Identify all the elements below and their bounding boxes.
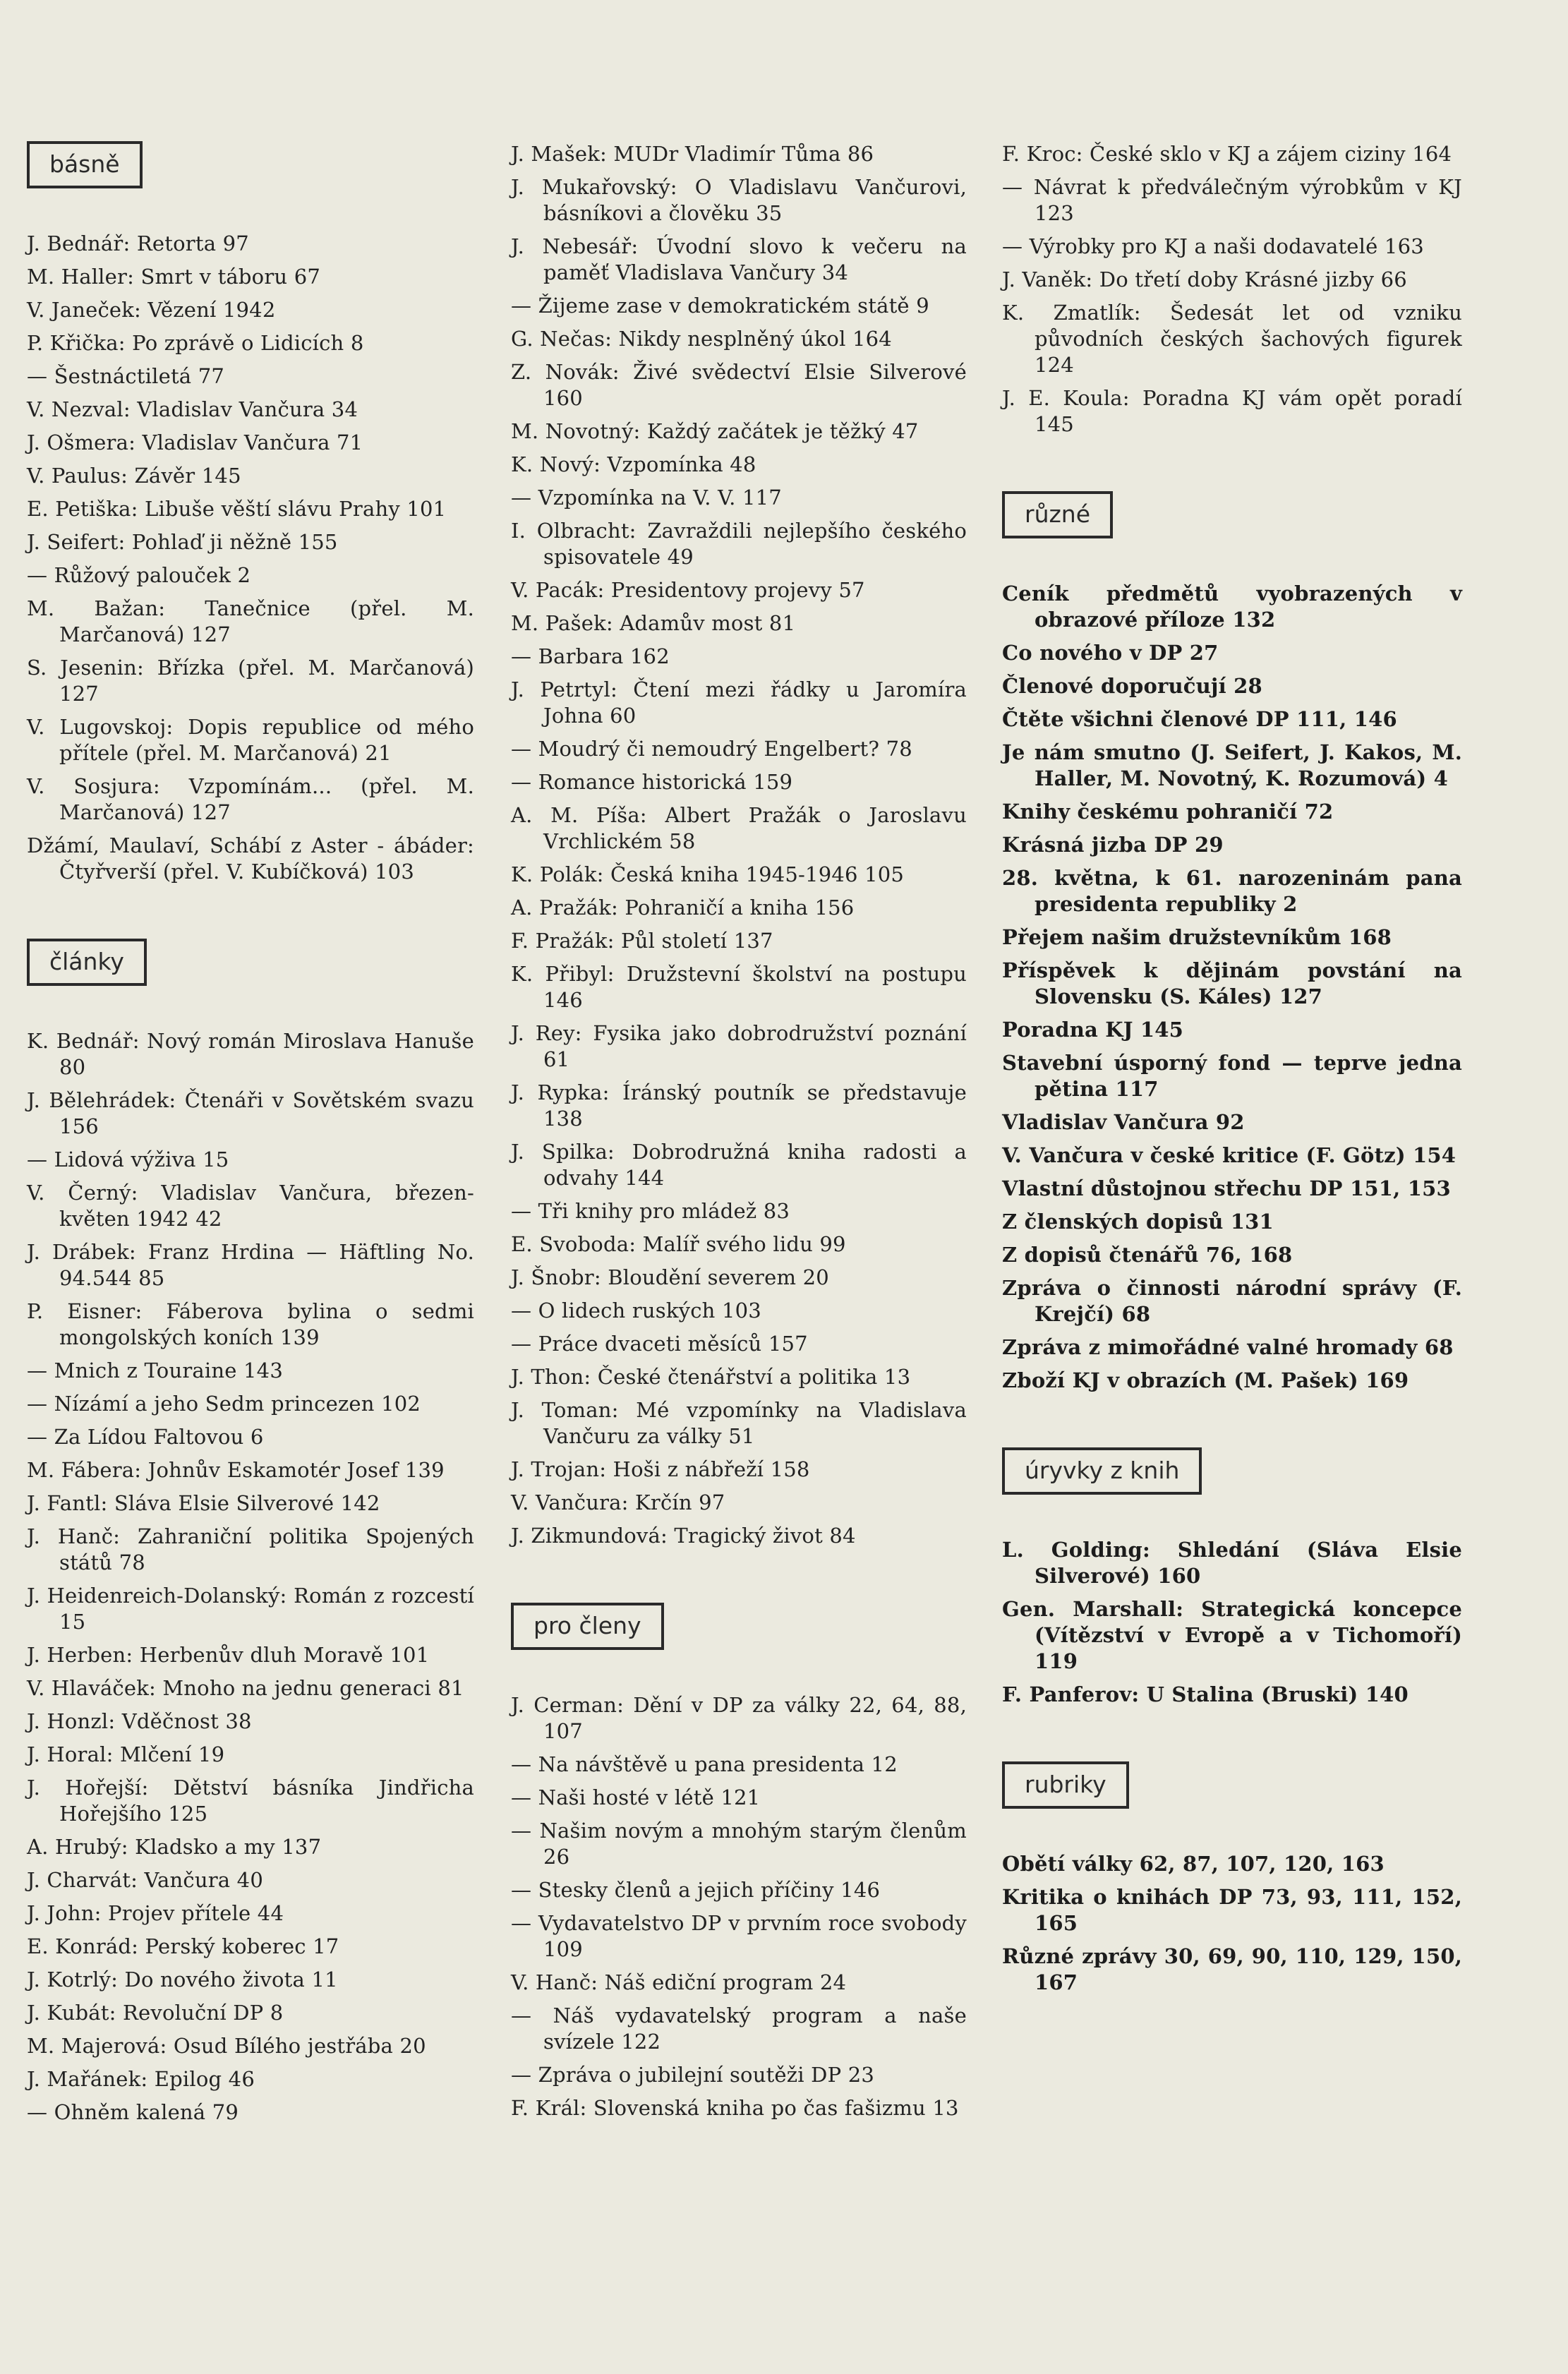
index-entry: J. Drábek: Franz Hrdina — Häftling No. 94.544 85 [27,1240,474,1290]
index-entry: J. Fantl: Sláva Elsie Silverové 142 [27,1491,380,1515]
index-entry: M. Haller: Smrt v táboru 67 [27,265,321,289]
section-rubriky [1002,1761,1462,1996]
index-entry: J. Heidenreich-Dolanský: Román z rozcestí 15 [27,1584,474,1634]
index-entry: F. Král: Slovenská kniha po čas fašizmu 13 [511,2096,959,2120]
index-entry: — Lidová výživa 15 [27,1147,229,1171]
section-heading: články [27,939,147,986]
index-entry: Gen. Marshall: Strategická koncepce (Vítězství v Evropě a v Tichomoří) 119 [1002,1597,1462,1673]
index-entry: Poradna KJ 145 [1002,1018,1184,1042]
index-entry: J. Bělehrádek: Čtenáři v Sovětském svazu 156 [27,1088,474,1138]
entry-list [27,1028,474,2126]
section-continued [511,141,967,1549]
index-entry: G. Nečas: Nikdy nesplněný úkol 164 [511,327,892,351]
index-entry: J. Trojan: Hoši z nábřeží 158 [511,1457,810,1481]
index-entry: Přejem našim družstevníkům 168 [1002,925,1392,949]
index-entry: M. Fábera: Johnův Eskamotér Josef 139 [27,1458,445,1482]
section-basne [27,141,474,885]
index-entry: Co nového v DP 27 [1002,641,1219,665]
index-entry: M. Novotný: Každý začátek je těžký 47 [511,419,919,443]
index-entry: A. Hrubý: Kladsko a my 137 [27,1835,322,1859]
index-entry: — Tři knihy pro mládež 83 [511,1199,790,1223]
index-entry: J. Spilka: Dobrodružná kniha radosti a odvahy 144 [511,1140,967,1190]
index-entry: V. Černý: Vladislav Vančura, březen-květen 1942 42 [27,1181,474,1231]
index-entry: K. Bednář: Nový román Miroslava Hanuše 80 [27,1029,474,1079]
index-entry: — Romance historická 159 [511,770,793,794]
index-entry: V. Lugovskoj: Dopis republice od mého přítele (přel. M. Marčanová) 21 [27,715,474,765]
index-entry: — Na návštěvě u pana presidenta 12 [511,1752,898,1776]
index-entry: — Práce dvaceti měsíců 157 [511,1332,808,1356]
index-entry: S. Jesenin: Břízka (přel. M. Marčanová) 127 [27,656,474,706]
index-entry: — Stesky členů a jejich příčiny 146 [511,1878,881,1902]
column-3 [1002,141,1462,2003]
index-entry: — Zpráva o jubilejní soutěži DP 23 [511,2063,875,2087]
index-entry: A. Pražák: Pohraničí a kniha 156 [511,896,855,920]
index-entry: E. Konrád: Perský koberec 17 [27,1934,339,1958]
index-entry: — O lidech ruských 103 [511,1299,761,1322]
index-entry: Krásná jizba DP 29 [1002,833,1224,857]
index-entry: — Žijeme zase v demokratickém státě 9 [511,294,929,318]
entry-list [27,231,474,885]
index-entry: J. Kotrlý: Do nového života 11 [27,1968,338,1992]
index-entry: Obětí války 62, 87, 107, 120, 163 [1002,1852,1385,1876]
index-entry: P. Křička: Po zprávě o Lidicích 8 [27,331,364,355]
index-entry: — Za Lídou Faltovou 6 [27,1425,264,1449]
section-continued [1002,141,1462,438]
index-entry: J. Honzl: Vděčnost 38 [27,1709,252,1733]
index-entry: Vlastní důstojnou střechu DP 151, 153 [1002,1176,1451,1200]
index-entry: — Barbara 162 [511,644,670,668]
index-entry: J. E. Koula: Poradna KJ vám opět poradí 145 [1002,386,1462,436]
section-heading: různé [1002,491,1113,538]
index-entry: — Návrat k předválečným výrobkům v KJ 123 [1002,175,1462,225]
index-entry: Zboží KJ v obrazích (M. Pašek) 169 [1002,1368,1409,1392]
index-entry: Vladislav Vančura 92 [1002,1110,1245,1134]
index-entry: — Náš vydavatelský program a naše svízele 122 [511,2004,967,2054]
index-entry: M. Bažan: Tanečnice (přel. M. Marčanová) 127 [27,596,474,646]
index-entry: E. Petiška: Libuše věští slávu Prahy 101 [27,497,447,521]
entry-list [1002,1537,1462,1708]
index-entry: — Šestnáctiletá 77 [27,364,225,388]
index-entry: — Vydavatelstvo DP v prvním roce svobody 109 [511,1911,967,1961]
section-clanky [27,939,474,2126]
section-heading: rubriky [1002,1761,1129,1809]
index-entry: V. Vančura: Krčín 97 [511,1490,725,1514]
index-entry: J. Seifert: Pohlaď ji něžně 155 [27,530,338,554]
index-entry: — Nízámí a jeho Sedm princezen 102 [27,1392,421,1416]
index-entry: Členové doporučují 28 [1002,674,1262,698]
index-entry: Džámí, Maulaví, Schábí z Aster - ábáder: Čtyřverší (přel. V. Kubíčková) 103 [27,833,474,884]
index-entry: — Růžový palouček 2 [27,563,251,587]
index-entry: J. Nebesář: Úvodní slovo k večeru na paměť Vladislava Vančury 34 [511,234,967,284]
section-uryvky-z-knih [1002,1447,1462,1708]
index-entry: K. Polák: Česká kniha 1945-1946 105 [511,862,905,886]
index-entry: L. Golding: Shledání (Sláva Elsie Silverové) 160 [1002,1538,1462,1588]
index-entry: J. Vaněk: Do třetí doby Krásné jizby 66 [1002,267,1407,291]
index-entry: J. Mukařovský: O Vladislavu Vančurovi, básníkovi a člověku 35 [511,175,967,225]
index-entry: K. Přibyl: Družstevní školství na postupu 146 [511,962,967,1012]
column-2 [511,141,967,2128]
index-entry: — Výrobky pro KJ a naši dodavatelé 163 [1002,234,1424,258]
entry-list [1002,141,1462,438]
index-entry: Z dopisů čtenářů 76, 168 [1002,1243,1293,1267]
index-entry: V. Hanč: Náš ediční program 24 [511,1970,847,1994]
column-1 [27,141,474,2133]
section-heading: úryvky z knih [1002,1447,1202,1495]
index-entry: J. Herben: Herbenův dluh Moravě 101 [27,1643,430,1667]
index-entry: M. Majerová: Osud Bílého jestřába 20 [27,2034,426,2058]
index-entry: V. Paulus: Závěr 145 [27,464,241,488]
entry-list [1002,1851,1462,1996]
index-entry: M. Pašek: Adamův most 81 [511,611,796,635]
index-entry: Z členských dopisů 131 [1002,1210,1274,1234]
index-entry: I. Olbracht: Zavraždili nejlepšího českého spisovatele 49 [511,519,967,569]
entry-list [1002,581,1462,1394]
index-entry: J. Mašek: MUDr Vladimír Tůma 86 [511,142,874,166]
index-entry: E. Svoboda: Malíř svého lidu 99 [511,1232,846,1256]
entry-list [511,1692,967,2121]
index-entry: F. Kroc: České sklo v KJ a zájem ciziny 164 [1002,142,1452,166]
index-entry: F. Panferov: U Stalina (Bruski) 140 [1002,1682,1409,1706]
index-entry: J. Ošmera: Vladislav Vančura 71 [27,430,363,454]
index-entry: F. Pražák: Půl století 137 [511,929,773,953]
index-entry: Zpráva o činnosti národní správy (F. Krejčí) 68 [1002,1276,1462,1326]
index-entry: J. Bednář: Retorta 97 [27,231,249,255]
index-entry: V. Hlaváček: Mnoho na jednu generaci 81 [27,1676,464,1700]
index-entry: J. Hořejší: Dětství básníka Jindřicha Hořejšího 125 [27,1776,474,1826]
index-entry: Stavební úsporný fond — teprve jedna pětina 117 [1002,1051,1462,1101]
index-entry: 28. května, k 61. narozeninám pana presidenta republiky 2 [1002,866,1462,916]
index-entry: J. Thon: České čtenářství a politika 13 [511,1365,911,1389]
index-entry: J. Petrtyl: Čtení mezi řádky u Jaromíra Johna 60 [511,677,967,728]
index-entry: P. Eisner: Fáberova bylina o sedmi mongolských koních 139 [27,1299,474,1349]
index-entry: Různé zprávy 30, 69, 90, 110, 129, 150, 167 [1002,1944,1462,1994]
section-heading: básně [27,141,143,188]
index-entry: J. Horal: Mlčení 19 [27,1742,225,1766]
entry-list [511,141,967,1549]
index-entry: J. Rey: Fysika jako dobrodružství poznání 61 [511,1021,967,1071]
index-entry: V. Nezval: Vladislav Vančura 34 [27,397,358,421]
index-entry: K. Zmatlík: Šedesát let od vzniku původních českých šachových figurek 124 [1002,301,1462,377]
index-entry: — Moudrý či nemoudrý Engelbert? 78 [511,737,912,761]
index-entry: Ceník předmětů vyobrazených v obrazové příloze 132 [1002,582,1462,632]
section-pro-cleny [511,1603,967,2121]
index-entry: K. Nový: Vzpomínka 48 [511,452,756,476]
index-entry: V. Pacák: Presidentovy projevy 57 [511,578,865,602]
index-entry: A. M. Píša: Albert Pražák o Jaroslavu Vrchlickém 58 [511,803,967,853]
section-ruzne [1002,491,1462,1394]
index-entry: Je nám smutno (J. Seifert, J. Kakos, M. Haller, M. Novotný, K. Rozumová) 4 [1002,740,1462,790]
index-entry: — Ohněm kalená 79 [27,2100,239,2124]
index-entry: Příspěvek k dějinám povstání na Slovensku (S. Káles) 127 [1002,958,1462,1008]
index-entry: — Našim novým a mnohým starým členům 26 [511,1819,967,1869]
index-entry: V. Sosjura: Vzpomínám... (přel. M. Marčanová) 127 [27,774,474,824]
index-entry: J. Kubát: Revoluční DP 8 [27,2001,284,2025]
index-entry: J. John: Projev přítele 44 [27,1901,284,1925]
index-entry: J. Šnobr: Bloudění severem 20 [511,1265,829,1289]
index-entry: J. Charvát: Vančura 40 [27,1868,263,1892]
index-entry: V. Janeček: Vězení 1942 [27,298,276,322]
index-entry: J. Zikmundová: Tragický život 84 [511,1524,856,1548]
index-entry: J. Rypka: Íránský poutník se představuje 138 [511,1080,967,1131]
index-entry: V. Vančura v české kritice (F. Götz) 154 [1002,1143,1457,1167]
index-entry: Kritika o knihách DP 73, 93, 111, 152, 165 [1002,1885,1462,1935]
index-entry: — Vzpomínka na V. V. 117 [511,486,782,510]
index-entry: — Naši hosté v létě 121 [511,1785,761,1809]
index-entry: Zpráva z mimořádné valné hromady 68 [1002,1335,1454,1359]
index-entry: Knihy českému pohraničí 72 [1002,800,1334,824]
index-entry: Čtěte všichni členové DP 111, 146 [1002,707,1397,731]
index-entry: J. Cerman: Dění v DP za války 22, 64, 88, 107 [511,1693,967,1743]
index-entry: J. Toman: Mé vzpomínky na Vladislava Vančuru za války 51 [511,1398,967,1448]
index-entry: — Mnich z Touraine 143 [27,1358,283,1382]
index-entry: Z. Novák: Živé svědectví Elsie Silverové 160 [511,360,967,410]
section-heading: pro členy [511,1603,664,1650]
index-entry: J. Mařánek: Epilog 46 [27,2067,255,2091]
index-entry: J. Hanč: Zahraniční politika Spojených států 78 [27,1524,474,1574]
